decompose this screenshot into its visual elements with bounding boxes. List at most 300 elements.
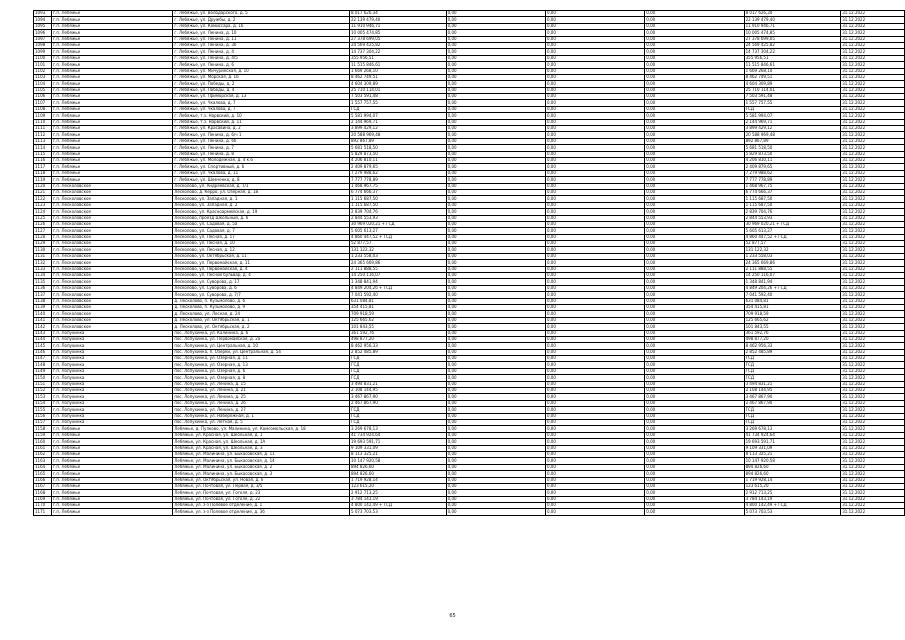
value-cell: 0,00 <box>645 349 744 355</box>
total-cell: 4 604 309,89 <box>744 81 841 87</box>
value-cell: 0,00 <box>446 375 545 381</box>
settlement-cell: г.п. Лесколовское <box>51 260 172 266</box>
value-cell: 0,00 <box>645 138 744 144</box>
row-number-cell: 1116 <box>34 157 52 163</box>
settlement-cell: г.п. Лесколовское <box>51 253 172 259</box>
date-cell: 31.12.2022 <box>841 17 905 23</box>
value-cell: 0,00 <box>446 279 545 285</box>
date-cell: 31.12.2022 <box>841 157 905 163</box>
value-cell: 0,00 <box>545 247 644 253</box>
address-cell: г. Лебяжье, ул. Ленина, д. 4/5 <box>173 55 350 61</box>
date-cell: 31.12.2022 <box>841 202 905 208</box>
address-cell: г. Лебяжье, ул. Ленина, д. 6/ч 1 <box>173 132 350 138</box>
address-cell: Лесколово, д. Керро, ул. Озерная, д. 18 <box>173 189 350 195</box>
value-cell: 0,00 <box>545 324 644 330</box>
amount-cell: 1 468 967,75 <box>350 183 447 189</box>
amount-cell: 4 849 204,26 + ГСД <box>350 285 447 291</box>
date-cell: 31.12.2022 <box>841 209 905 215</box>
total-cell: 1 468 967,75 <box>744 183 841 189</box>
value-cell: 0,00 <box>545 388 644 394</box>
value-cell: 0,00 <box>446 209 545 215</box>
row-number-cell: 1135 <box>34 279 52 285</box>
value-cell: 0,00 <box>446 273 545 279</box>
value-cell: 0,00 <box>446 490 545 496</box>
settlement-cell: г.п. Лопухинка <box>51 362 172 368</box>
amount-cell: 498 877,20 <box>350 336 447 342</box>
date-cell: 31.12.2022 <box>841 330 905 336</box>
table-body <box>34 11 905 516</box>
value-cell: 0,00 <box>645 62 744 68</box>
date-cell: 31.12.2022 <box>841 464 905 470</box>
value-cell: 0,00 <box>446 55 545 61</box>
value-cell: 0,00 <box>545 483 644 489</box>
settlement-cell: г.п. Лесколовское <box>51 304 172 310</box>
address-cell: Лесколово, ул. Андреевская, д. 7/1 <box>173 183 350 189</box>
amount-cell: 4 604 309,89 <box>350 81 447 87</box>
date-cell: 31.12.2022 <box>841 132 905 138</box>
row-number-cell: 1122 <box>34 196 52 202</box>
settlement-cell: г.п. Лесколовское <box>51 183 172 189</box>
amount-cell: 3 494 831,21 <box>350 381 447 387</box>
total-cell: 4 849 204,26 + ГСД <box>744 285 841 291</box>
total-cell: 1 719 928,14 <box>744 477 841 483</box>
address-cell: Лесколово, ул. Лесной бульвар, д. 4 <box>173 273 350 279</box>
settlement-cell: г.п. Лесколовское <box>51 215 172 221</box>
value-cell: 0,00 <box>645 126 744 132</box>
total-cell: 9 109 331,09 <box>744 445 841 451</box>
value-cell: 0,00 <box>446 432 545 438</box>
value-cell: 0,00 <box>446 285 545 291</box>
value-cell: 0,00 <box>446 221 545 227</box>
value-cell: 0,00 <box>446 304 545 310</box>
value-cell: 0,00 <box>645 273 744 279</box>
date-cell: 31.12.2022 <box>841 388 905 394</box>
date-cell: 31.12.2022 <box>841 183 905 189</box>
settlement-cell: г.п. Лесколовское <box>51 209 172 215</box>
date-cell: 31.12.2022 <box>841 106 905 112</box>
settlement-cell: г.п. Лесколовское <box>51 241 172 247</box>
value-cell: 0,00 <box>645 234 744 240</box>
value-cell: 0,00 <box>545 221 644 227</box>
value-cell: 0,00 <box>645 132 744 138</box>
row-number-cell: 1149 <box>34 368 52 374</box>
settlement-cell: г.п. Лесколовское <box>51 202 172 208</box>
amount-cell: ГСД <box>350 106 447 112</box>
date-cell: 31.12.2022 <box>841 228 905 234</box>
row-number-cell: 1156 <box>34 413 52 419</box>
date-cell: 31.12.2022 <box>841 292 905 298</box>
settlement-cell: г.п. Лопухинка <box>51 420 172 426</box>
row-number-cell: 1146 <box>34 349 52 355</box>
value-cell: 0,00 <box>645 23 744 29</box>
value-cell: 0,00 <box>645 17 744 23</box>
row-number-cell: 1137 <box>34 292 52 298</box>
value-cell: 0,00 <box>545 311 644 317</box>
settlement-cell: г.п. Лесколовское <box>51 317 172 323</box>
amount-cell: 3 899 429,12 <box>350 126 447 132</box>
date-cell: 31.12.2022 <box>841 74 905 80</box>
date-cell: 31.12.2022 <box>841 356 905 362</box>
date-cell: 31.12.2022 <box>841 126 905 132</box>
amount-cell: 2 467 867,90 <box>350 400 447 406</box>
value-cell: 0,00 <box>645 196 744 202</box>
value-cell: 0,00 <box>545 151 644 157</box>
value-cell: 0,00 <box>446 445 545 451</box>
amount-cell: 894 826,60 <box>350 464 447 470</box>
address-cell: Лебяжье, ул. Почтовая, ул. Гоголя, д. 23 <box>173 490 350 496</box>
value-cell: 0,00 <box>545 113 644 119</box>
date-cell: 31.12.2022 <box>841 189 905 195</box>
value-cell: 0,00 <box>545 503 644 509</box>
settlement-cell: г.п. Лопухинка <box>51 356 172 362</box>
address-cell: Лебяжье, ул. Малинина, ул. Быкасовская, д. 2 <box>173 464 350 470</box>
row-number-cell: 1105 <box>34 87 52 93</box>
date-cell: 31.12.2022 <box>841 145 905 151</box>
amount-cell: ГСД <box>350 413 447 419</box>
total-cell: 8 113 325,21 <box>744 451 841 457</box>
settlement-cell: г.п. Лопухинка <box>51 407 172 413</box>
value-cell: 0,00 <box>645 362 744 368</box>
amount-cell: 361 592,76 <box>350 330 447 336</box>
row-number-cell: 1106 <box>34 94 52 100</box>
value-cell: 0,00 <box>545 330 644 336</box>
value-cell: 0,00 <box>645 426 744 432</box>
value-cell: 0,00 <box>645 343 744 349</box>
value-cell: 0,00 <box>545 381 644 387</box>
value-cell: 0,00 <box>545 164 644 170</box>
value-cell: 0,00 <box>645 279 744 285</box>
value-cell: 0,00 <box>446 164 545 170</box>
row-number-cell: 1102 <box>34 68 52 74</box>
date-cell: 31.12.2022 <box>841 458 905 464</box>
date-cell: 31.12.2022 <box>841 55 905 61</box>
date-cell: 31.12.2022 <box>841 285 905 291</box>
date-cell: 31.12.2022 <box>841 87 905 93</box>
settlement-cell: г.п. Лопухинка <box>51 368 172 374</box>
row-number-cell: 1121 <box>34 189 52 195</box>
value-cell: 0,00 <box>645 183 744 189</box>
value-cell: 0,00 <box>446 30 545 36</box>
address-cell: г. Лебяжье, т.з. Нарвский, д. 11 <box>173 119 350 125</box>
settlement-cell: г.п. Лебяжье <box>51 106 172 112</box>
row-number-cell: 1162 <box>34 451 52 457</box>
amount-cell: 2 111 888,55 <box>350 266 447 272</box>
value-cell: 0,00 <box>446 215 545 221</box>
amount-cell: 1 115 687,50 <box>350 202 447 208</box>
amount-cell: 1 669 268,10 <box>350 68 447 74</box>
row-number-cell: 1153 <box>34 394 52 400</box>
amount-cell: 7 279 988,62 <box>350 170 447 176</box>
total-cell: 354 415,81 <box>744 304 841 310</box>
address-cell: пос. Лопухинка, ул. Летная, д. 5 <box>173 420 350 426</box>
address-cell: Лебяжье, д. Пулково, ул. Малинина, ул. Комсомольская, д. 18 <box>173 426 350 432</box>
total-cell: 5 073 703,53 <box>744 509 841 515</box>
value-cell: 0,00 <box>446 106 545 112</box>
amount-cell: 5 829 873,50 <box>350 151 447 157</box>
address-cell: Лебяжье, ул. Красная, ул. Школьная, д. 1 <box>173 432 350 438</box>
row-number-cell: 1127 <box>34 228 52 234</box>
value-cell: 0,00 <box>446 420 545 426</box>
settlement-cell: г.п. Лесколовское <box>51 228 172 234</box>
address-cell: д. Лесколово, ул. Октябрьская, д. 1 <box>173 317 350 323</box>
value-cell: 0,00 <box>545 304 644 310</box>
amount-cell: 3 467 867,90 <box>350 394 447 400</box>
value-cell: 0,00 <box>446 426 545 432</box>
total-cell: 5 605 613,27 <box>744 228 841 234</box>
value-cell: 0,00 <box>545 253 644 259</box>
value-cell: 0,00 <box>545 375 644 381</box>
value-cell: 0,00 <box>645 49 744 55</box>
value-cell: 0,00 <box>545 317 644 323</box>
value-cell: 0,00 <box>545 362 644 368</box>
amount-cell: 19 693 591,71 <box>350 439 447 445</box>
total-cell: 22 139 479,40 <box>744 17 841 23</box>
row-number-cell: 1123 <box>34 202 52 208</box>
settlement-cell: г.п. Лебяжье <box>51 445 172 451</box>
value-cell: 0,00 <box>446 330 545 336</box>
value-cell: 0,00 <box>645 420 744 426</box>
row-number-cell: 1095 <box>34 23 52 29</box>
total-cell: 1 348 841,94 <box>744 279 841 285</box>
total-cell: 892 867,89 <box>744 138 841 144</box>
amount-cell: 8 113 325,21 <box>350 451 447 457</box>
amount-cell: 2 912 713,25 <box>350 490 447 496</box>
address-cell: Лесколово, ул. Первомайская, д. 11 <box>173 260 350 266</box>
date-cell: 31.12.2022 <box>841 266 905 272</box>
settlement-cell: г.п. Лебяжье <box>51 62 172 68</box>
total-cell: 7 777 778,89 <box>744 177 841 183</box>
date-cell: 31.12.2022 <box>841 49 905 55</box>
settlement-cell: г.п. Лебяжье <box>51 451 172 457</box>
date-cell: 31.12.2022 <box>841 253 905 259</box>
address-cell: пос. Лопухинка, ул. Озерная, д. 6 <box>173 368 350 374</box>
value-cell: 0,00 <box>645 106 744 112</box>
value-cell: 0,00 <box>545 260 644 266</box>
value-cell: 0,00 <box>446 253 545 259</box>
settlement-cell: г.п. Лопухинка <box>51 336 172 342</box>
amount-cell: 4 860 447,52 + ГСД <box>350 234 447 240</box>
date-cell: 31.12.2022 <box>841 324 905 330</box>
amount-cell: 355 956,51 <box>350 55 447 61</box>
address-cell: д. Лесколово, ул. Лесная, д. 24 <box>173 311 350 317</box>
value-cell: 0,00 <box>645 432 744 438</box>
row-number-cell: 1099 <box>34 49 52 55</box>
row-number-cell: 1138 <box>34 298 52 304</box>
value-cell: 0,00 <box>545 145 644 151</box>
date-cell: 31.12.2022 <box>841 279 905 285</box>
address-cell: Лебяжье, ул. Малинина, ул. Быкасовская, д. 11 <box>173 451 350 457</box>
settlement-cell: г.п. Лопухинка <box>51 394 172 400</box>
total-cell: 8 017 626,34 <box>744 11 841 17</box>
value-cell: 0,00 <box>645 445 744 451</box>
value-cell: 0,00 <box>545 477 644 483</box>
total-cell: 361 592,76 <box>744 330 841 336</box>
row-number-cell: 1098 <box>34 42 52 48</box>
row-number-cell: 1115 <box>34 151 52 157</box>
value-cell: 0,00 <box>645 81 744 87</box>
value-cell: 0,00 <box>645 356 744 362</box>
date-cell: 31.12.2022 <box>841 177 905 183</box>
value-cell: 0,00 <box>645 151 744 157</box>
amount-cell: 11 515 846,61 <box>350 62 447 68</box>
row-number-cell: 1113 <box>34 138 52 144</box>
address-cell: пос. Лопухинка, ул. Озерная, д. 13 <box>173 362 350 368</box>
total-cell: ГСД <box>744 413 841 419</box>
row-number-cell: 1168 <box>34 490 52 496</box>
amount-cell: 3 784 143,19 <box>350 496 447 502</box>
value-cell: 0,00 <box>446 356 545 362</box>
row-number-cell: 1114 <box>34 145 52 151</box>
value-cell: 0,00 <box>446 368 545 374</box>
total-cell: ГСД <box>744 106 841 112</box>
settlement-cell: г.п. Лесколовское <box>51 266 172 272</box>
value-cell: 0,00 <box>446 36 545 42</box>
address-cell: пос. Лопухинка, ул. Первомайская, д. 2а <box>173 336 350 342</box>
value-cell: 0,00 <box>446 292 545 298</box>
address-cell: Лебяжье, ул. Малинина, ул. Быкасовская, д. 3 <box>173 471 350 477</box>
value-cell: 0,00 <box>446 311 545 317</box>
date-cell: 31.12.2022 <box>841 215 905 221</box>
total-cell: 5 681 518,50 <box>744 145 841 151</box>
value-cell: 0,00 <box>446 234 545 240</box>
value-cell: 0,00 <box>545 471 644 477</box>
amount-cell: 6 774 666,37 <box>350 189 447 195</box>
amount-cell: ГСД <box>350 362 447 368</box>
value-cell: 0,00 <box>645 439 744 445</box>
value-cell: 0,00 <box>645 477 744 483</box>
settlement-cell: г.п. Лебяжье <box>51 30 172 36</box>
row-number-cell: 1136 <box>34 285 52 291</box>
settlement-cell: г.п. Лебяжье <box>51 145 172 151</box>
amount-cell: 1 557 757,55 <box>350 100 447 106</box>
settlement-cell: г.п. Лопухинка <box>51 400 172 406</box>
row-number-cell: 1128 <box>34 234 52 240</box>
row-number-cell: 1119 <box>34 177 52 183</box>
value-cell: 0,00 <box>545 170 644 176</box>
value-cell: 0,00 <box>545 202 644 208</box>
date-cell: 31.12.2022 <box>841 100 905 106</box>
settlement-cell: г.п. Лебяжье <box>51 126 172 132</box>
row-number-cell: 1103 <box>34 74 52 80</box>
total-cell: 1 115 687,50 <box>744 196 841 202</box>
address-cell: Лесколово, ул. Западная, д. 2 <box>173 202 350 208</box>
value-cell: 0,00 <box>645 509 744 515</box>
date-cell: 31.12.2022 <box>841 490 905 496</box>
address-cell: Лесколово, ул. Красноармейская, д. 19 <box>173 209 350 215</box>
total-cell: 3 269 678,13 <box>744 426 841 432</box>
date-cell: 31.12.2022 <box>841 509 905 515</box>
value-cell: 0,00 <box>446 471 545 477</box>
total-cell: 2 844 553,93 <box>744 215 841 221</box>
value-cell: 0,00 <box>446 324 545 330</box>
date-cell: 31.12.2022 <box>841 439 905 445</box>
value-cell: 0,00 <box>446 62 545 68</box>
value-cell: 0,00 <box>645 490 744 496</box>
total-cell: 6 774 666,37 <box>744 189 841 195</box>
value-cell: 0,00 <box>545 55 644 61</box>
value-cell: 0,00 <box>545 336 644 342</box>
total-cell: 14 250 116,07 <box>744 273 841 279</box>
address-cell: Лебяжье, ул. Почтовая, ул. Первая, д. 3/5 <box>173 483 350 489</box>
total-cell: 3 494 831,21 <box>744 381 841 387</box>
row-number-cell: 1117 <box>34 164 52 170</box>
row-number-cell: 1160 <box>34 439 52 445</box>
row-number-cell: 1100 <box>34 55 52 61</box>
settlement-cell: г.п. Лебяжье <box>51 55 172 61</box>
total-cell: 1 233 558,03 <box>744 253 841 259</box>
value-cell: 0,00 <box>645 209 744 215</box>
value-cell: 0,00 <box>645 413 744 419</box>
date-cell: 31.12.2022 <box>841 362 905 368</box>
date-cell: 31.12.2022 <box>841 400 905 406</box>
row-number-cell: 1112 <box>34 132 52 138</box>
total-cell: 498 877,20 <box>744 336 841 342</box>
settlement-cell: г.п. Лебяжье <box>51 23 172 29</box>
settlement-cell: г.п. Лопухинка <box>51 343 172 349</box>
value-cell: 0,00 <box>645 189 744 195</box>
row-number-cell: 1154 <box>34 400 52 406</box>
address-cell: Лесколово, ул. Суворова, д. 17 <box>173 279 350 285</box>
date-cell: 31.12.2022 <box>841 483 905 489</box>
value-cell: 0,00 <box>545 509 644 515</box>
row-number-cell: 1107 <box>34 100 52 106</box>
register-table <box>33 10 905 516</box>
value-cell: 0,00 <box>645 157 744 163</box>
value-cell: 0,00 <box>446 189 545 195</box>
address-cell: г. Лебяжье, ул. Комиссара, д. 16 <box>173 23 350 29</box>
row-number-cell: 1151 <box>34 381 52 387</box>
value-cell: 0,00 <box>446 451 545 457</box>
address-cell: г. Лебяжье, ул. Молодежная, д. 4 к.6 <box>173 157 350 163</box>
value-cell: 0,00 <box>645 496 744 502</box>
value-cell: 0,00 <box>645 113 744 119</box>
amount-cell: 1 719 928,14 <box>350 477 447 483</box>
amount-cell: 7 041 592,40 <box>350 292 447 298</box>
total-cell: 709 918,59 <box>744 311 841 317</box>
value-cell: 0,00 <box>545 285 644 291</box>
date-cell: 31.12.2022 <box>841 317 905 323</box>
amount-cell: 41 734 924,64 <box>350 432 447 438</box>
value-cell: 0,00 <box>545 81 644 87</box>
value-cell: 0,00 <box>446 458 545 464</box>
address-cell: г. Лебяжье, ул. Ленина, д. 7 <box>173 145 350 151</box>
value-cell: 0,00 <box>545 496 644 502</box>
amount-cell: 2 108 144,95 <box>350 388 447 394</box>
value-cell: 0,00 <box>446 241 545 247</box>
value-cell: 0,00 <box>446 400 545 406</box>
address-cell: Лебяжье, ул. Октябрьская, ул. Новая, д. 6 <box>173 477 350 483</box>
settlement-cell: г.п. Лесколовское <box>51 298 172 304</box>
amount-cell: 2 852 485,89 <box>350 349 447 355</box>
total-cell: 2 852 485,89 <box>744 349 841 355</box>
row-number-cell: 1101 <box>34 62 52 68</box>
date-cell: 31.12.2022 <box>841 113 905 119</box>
row-number-cell: 1157 <box>34 420 52 426</box>
amount-cell: 4 206 810,11 <box>350 157 447 163</box>
date-cell: 31.12.2022 <box>841 420 905 426</box>
total-cell: 11 515 846,61 <box>744 62 841 68</box>
row-number-cell: 1120 <box>34 183 52 189</box>
value-cell: 0,00 <box>545 298 644 304</box>
value-cell: 0,00 <box>446 509 545 515</box>
value-cell: 0,00 <box>645 464 744 470</box>
value-cell: 0,00 <box>446 464 545 470</box>
amount-cell: 894 826,60 <box>350 471 447 477</box>
row-number-cell: 1130 <box>34 247 52 253</box>
address-cell: Лесколово, ул. Садовая, д. 7 <box>173 228 350 234</box>
value-cell: 0,00 <box>446 388 545 394</box>
row-number-cell: 1125 <box>34 215 52 221</box>
